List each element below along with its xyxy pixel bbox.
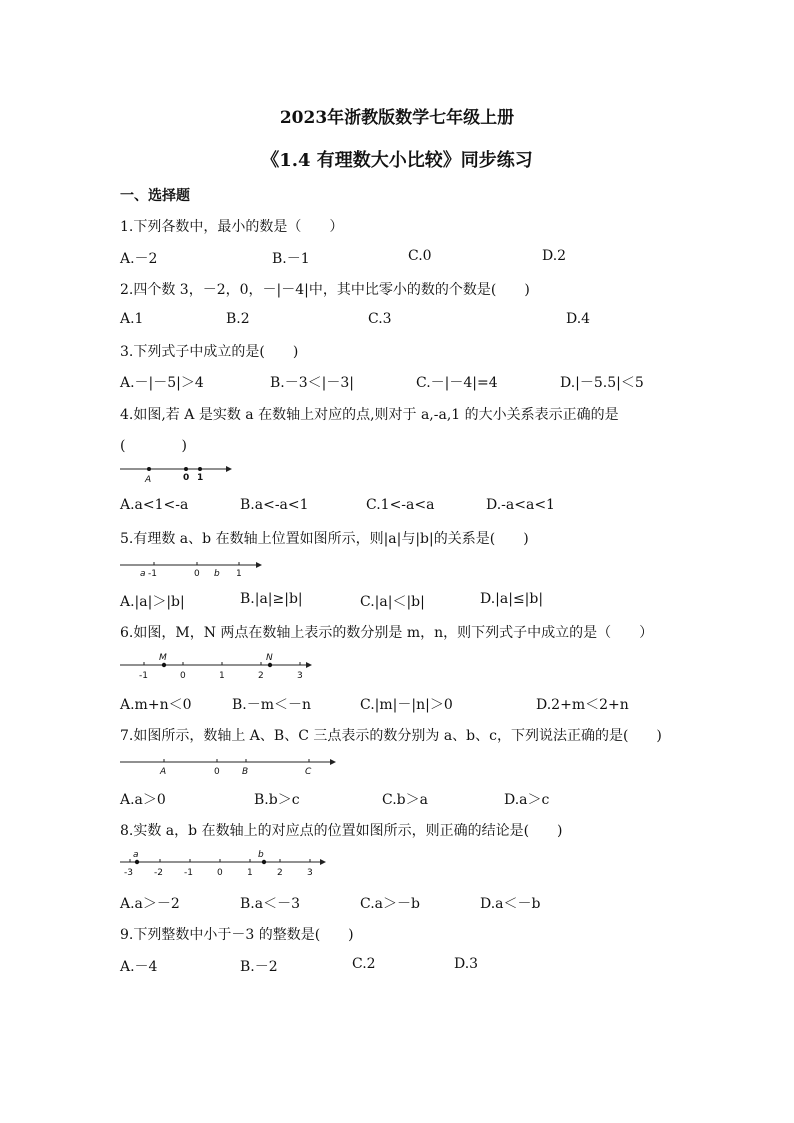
- question-7-stem: 7.如图所示，数轴上 A、B、C 三点表示的数分别为 a、b、c，下列说法正确的是( ): [120, 728, 662, 744]
- question-9-options: [120, 956, 720, 976]
- tick-0: 0: [183, 473, 190, 483]
- question-5-options: [120, 591, 720, 611]
- option-d[interactable]: D.|a|≤|b|: [480, 591, 544, 607]
- tick-0: 0: [194, 569, 200, 579]
- option-b[interactable]: B.2: [226, 311, 250, 327]
- question-1-options: [120, 248, 720, 268]
- point-m: [162, 663, 166, 667]
- option-d[interactable]: D.2+m＜2+n: [536, 697, 629, 713]
- question-4-stem-paren: ( ): [120, 438, 187, 454]
- question-8-options: [120, 893, 720, 913]
- option-a[interactable]: A.|a|＞|b|: [120, 594, 185, 610]
- option-d[interactable]: D.a＞c: [504, 792, 550, 808]
- tick-3: 3: [297, 671, 303, 681]
- point-b: [262, 860, 266, 864]
- option-b[interactable]: B.－2: [240, 959, 278, 975]
- question-4-number-line: [118, 461, 238, 485]
- question-9-stem: 9.下列整数中小于－3 的整数是( ): [120, 927, 354, 943]
- axis-arrow: [320, 859, 326, 865]
- question-8-number-line: [118, 849, 333, 879]
- option-a[interactable]: A.a＞－2: [120, 896, 180, 912]
- point-a: [135, 860, 139, 864]
- question-6-stem: 6.如图，M，N 两点在数轴上表示的数分别是 m，n，则下列式子中成立的是（ ）: [120, 625, 654, 641]
- page-subtitle: 《1.4 有理数大小比较》同步练习: [261, 150, 533, 171]
- tick-2: 2: [277, 868, 283, 878]
- question-1-stem: 1.下列各数中，最小的数是（ ）: [120, 219, 344, 235]
- axis-arrow: [256, 562, 262, 568]
- tick-1: 1: [236, 569, 242, 579]
- axis-arrow: [330, 759, 336, 765]
- question-7-number-line: [118, 755, 343, 777]
- tick-neg1: -1: [184, 868, 193, 878]
- option-a[interactable]: A.a<1<-a: [120, 497, 189, 513]
- option-c[interactable]: C.0: [408, 248, 432, 264]
- question-5-number-line: [118, 559, 268, 581]
- question-2-stem: 2.四个数 3，－2，0，－|－4|中，其中比零小的数的个数是( ): [120, 282, 530, 298]
- option-c[interactable]: C.a＞－b: [360, 896, 420, 912]
- option-d[interactable]: D.a＜－b: [480, 896, 541, 912]
- tick-neg1: -1: [139, 671, 148, 681]
- tick-neg3: -3: [124, 868, 133, 878]
- tick-neg2: -2: [154, 868, 163, 878]
- option-d[interactable]: D.2: [542, 248, 567, 264]
- label-b: b: [214, 569, 220, 579]
- option-a[interactable]: A.－|－5|＞4: [120, 375, 204, 391]
- tick-3: 3: [307, 868, 313, 878]
- question-5-stem: 5.有理数 a、b 在数轴上位置如图所示，则|a|与|b|的关系是( ): [120, 531, 529, 547]
- option-c[interactable]: C.|a|＜|b|: [360, 594, 425, 610]
- option-a[interactable]: A.m+n＜0: [120, 697, 192, 713]
- tick-2: 2: [258, 671, 264, 681]
- option-b[interactable]: B.b＞c: [254, 792, 300, 808]
- question-6-options: [120, 694, 720, 714]
- question-8-stem: 8.实数 a，b 在数轴上的对应点的位置如图所示，则正确的结论是( ): [120, 823, 563, 839]
- option-d[interactable]: D.4: [566, 311, 591, 327]
- option-b[interactable]: B.－3＜|－3|: [270, 375, 354, 391]
- label-b: B: [242, 767, 249, 777]
- label-a: a: [133, 850, 139, 860]
- option-b[interactable]: B.a＜－3: [240, 896, 300, 912]
- option-c[interactable]: C.3: [368, 311, 392, 327]
- label-a: A: [145, 475, 152, 485]
- option-c[interactable]: C.1<-a<a: [366, 497, 435, 513]
- question-3-stem: 3.下列式子中成立的是( ): [120, 344, 299, 360]
- tick-0: 0: [214, 767, 220, 777]
- option-c[interactable]: C.2: [352, 956, 376, 972]
- option-b[interactable]: B.－m＜－n: [232, 697, 312, 713]
- option-a[interactable]: A.1: [120, 311, 144, 327]
- label-n: N: [266, 653, 273, 663]
- point-zero: [184, 467, 188, 471]
- question-7-options: [120, 789, 720, 809]
- tick-1: 1: [219, 671, 225, 681]
- option-c[interactable]: C.|m|－|n|＞0: [360, 697, 453, 713]
- point-a: [147, 467, 151, 471]
- section-heading: 一、选择题: [120, 188, 190, 204]
- label-a: A: [160, 767, 167, 777]
- option-a[interactable]: A.a＞0: [120, 792, 166, 808]
- option-c[interactable]: C.b＞a: [382, 792, 428, 808]
- question-2-options: [120, 311, 720, 331]
- option-d[interactable]: D.|－5.5|＜5: [560, 375, 644, 391]
- point-one: [198, 467, 202, 471]
- option-a[interactable]: A.－4: [120, 959, 158, 975]
- option-c[interactable]: C.－|－4|=4: [416, 375, 498, 391]
- label-b: b: [258, 850, 264, 860]
- axis-arrow: [226, 466, 232, 472]
- option-b[interactable]: B.a<-a<1: [240, 497, 309, 513]
- question-3-options: [120, 372, 720, 392]
- tick-neg1: -1: [148, 569, 157, 579]
- page-title: 2023年浙教版数学七年级上册: [279, 108, 515, 128]
- label-m: M: [159, 653, 167, 663]
- tick-0: 0: [180, 671, 186, 681]
- tick-0: 0: [217, 868, 223, 878]
- tick-1: 1: [247, 868, 253, 878]
- option-b[interactable]: B.－1: [272, 251, 310, 267]
- question-4-options: [120, 497, 720, 517]
- point-n: [268, 663, 272, 667]
- option-d[interactable]: D.3: [454, 956, 479, 972]
- question-6-number-line: [118, 652, 318, 682]
- option-b[interactable]: B.|a|≥|b|: [240, 591, 303, 607]
- question-4-stem: 4.如图,若 A 是实数 a 在数轴上对应的点,则对于 a,-a,1 的大小关系表示正确的是: [120, 407, 619, 423]
- option-d[interactable]: D.-a<a<1: [486, 497, 555, 513]
- axis-arrow: [306, 662, 312, 668]
- label-a: a: [140, 569, 146, 579]
- tick-1: 1: [197, 473, 204, 483]
- label-c: C: [305, 767, 312, 777]
- option-a[interactable]: A.－2: [120, 251, 158, 267]
